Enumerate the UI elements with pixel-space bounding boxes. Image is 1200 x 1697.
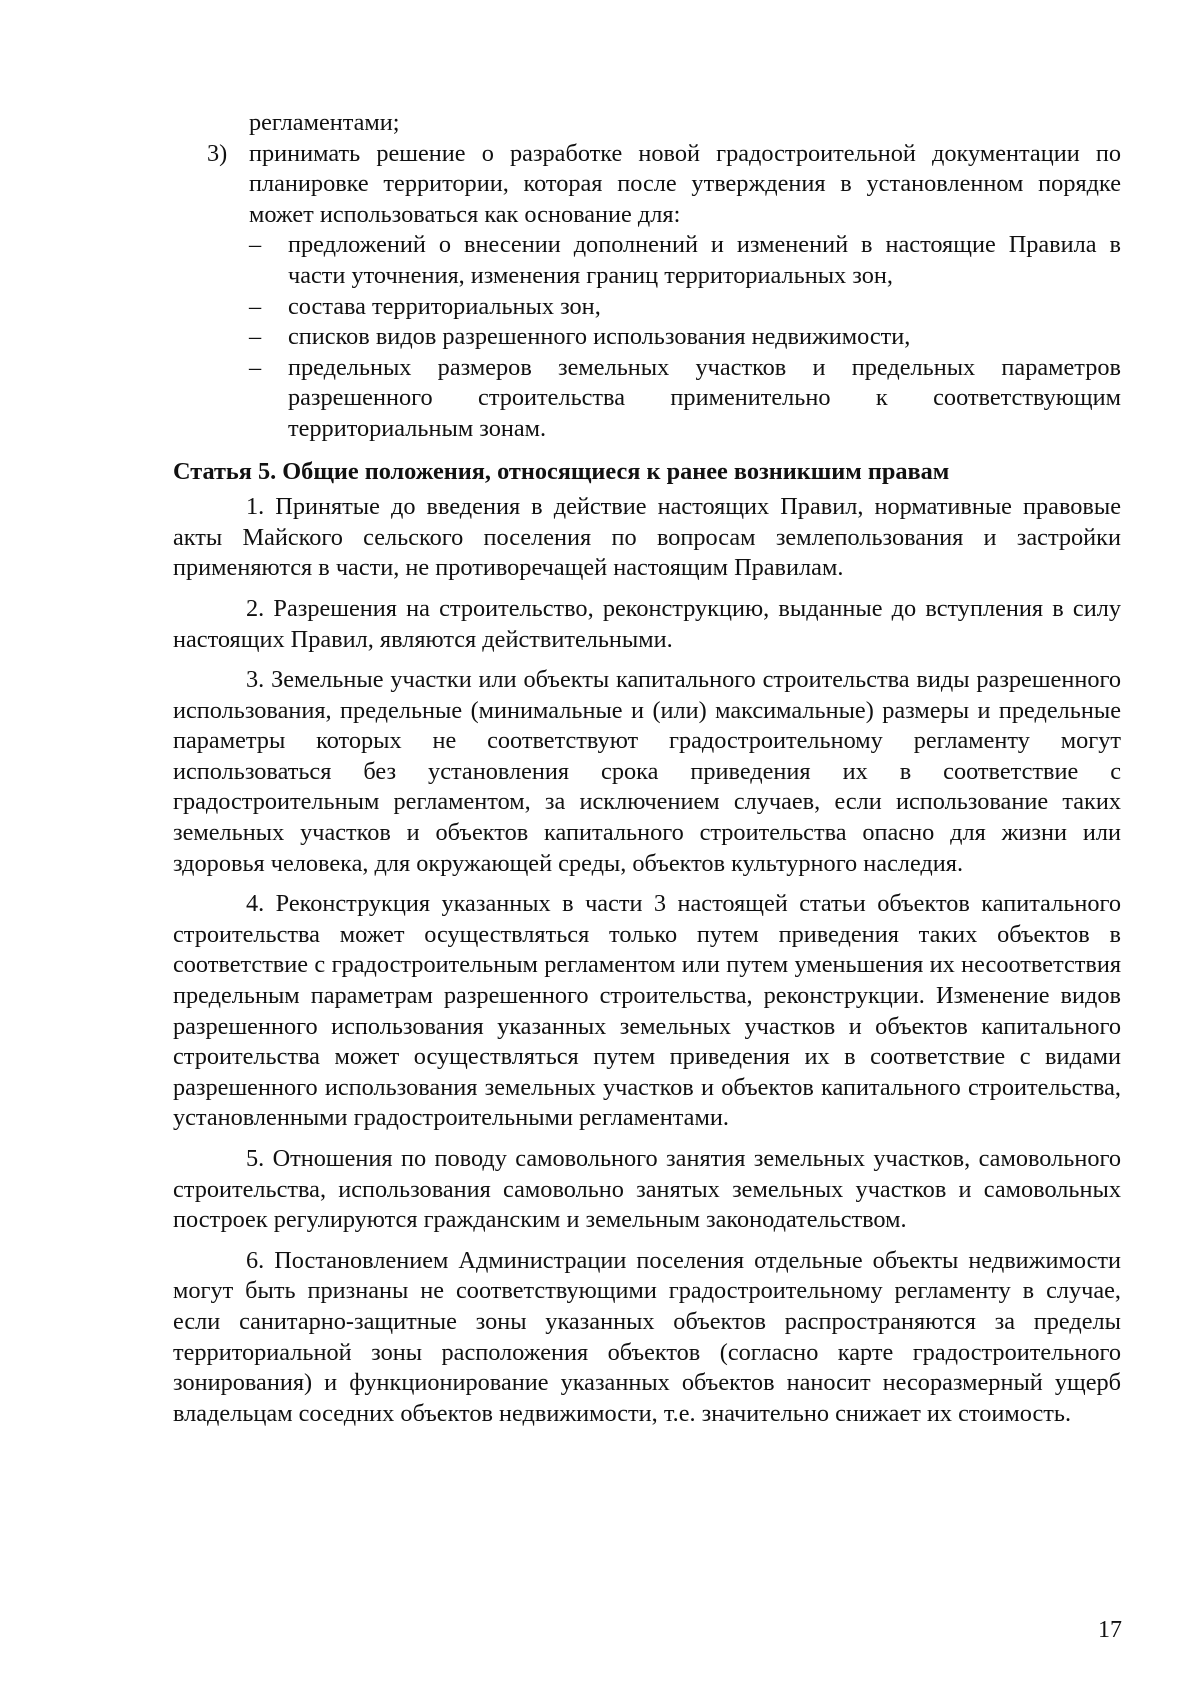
paragraph-5: 5. Отношения по поводу самовольного занятия земельных участков, самовольного строительства, использования самовольно занятых земельных участков и самовольных построек регулируются гражданским и земельным законодательством. [173, 1145, 1121, 1234]
dash-marker: – [249, 353, 262, 381]
paragraph-2: 2. Разрешения на строительство, реконструкцию, выданные до вступления в силу настоящих Правил, являются действительными. [173, 594, 1121, 653]
dash-marker: – [249, 292, 262, 320]
dash-list [173, 230, 1121, 444]
page-number: 17 [1098, 1617, 1122, 1643]
dash-item-text: состава территориальных зон, [288, 292, 601, 320]
paragraph-6: 6. Постановлением Администрации поселения отдельные объекты недвижимости могут быть признаны не соответствующими градостроительному регламенту в случае, если санитарно-защитные зоны указанных объектов распространяются за пределы территориальной зоны расположения объектов (согласно карте градостроительного зонирования) и функционирование указанных объектов наносит несоразмерный ущерб владельцам соседних объектов недвижимости, т.е. значительно снижает их стоимость. [173, 1246, 1121, 1427]
dash-list-item [173, 353, 1121, 445]
list-item-text: принимать решение о разработке новой градостроительной документации по планировке территории, которая после утверждения в установленном порядке может использоваться как основание для: [249, 139, 1121, 228]
list-item-3 [173, 139, 1121, 231]
article-heading: Статья 5. Общие положения, относящиеся к ранее возникшим правам [173, 457, 950, 485]
dash-marker: – [249, 323, 262, 351]
list-item-marker: 3) [207, 139, 228, 167]
dash-list-item [173, 292, 1121, 323]
dash-marker: – [249, 231, 262, 259]
dash-item-text: предельных размеров земельных участков и предельных параметров разрешенного строительства применительно к соответствующим территориальным зонам. [288, 353, 1121, 442]
list-continuation: регламентами; [249, 109, 400, 136]
paragraph-1: 1. Принятые до введения в действие настоящих Правил, нормативные правовые акты Майского сельского поселения по вопросам землепользования и застройки применяются в части, не противоречащей настоящим Правилам. [173, 493, 1121, 582]
dash-list-item [173, 230, 1121, 291]
document-page [173, 108, 1121, 1439]
paragraph-4: 4. Реконструкция указанных в части 3 настоящей статьи объектов капитального строительства может осуществляться только путем приведения таких объектов в соответствие с градостроительным регламентом или путем уменьшения их несоответствия предельным параметрам разрешенного строительства, реконструкции. Изменение видов разрешенного использования указанных земельных участков и объектов капитального строительства может осуществляться путем приведения их в соответствие с видами разрешенного использования земельных участков и объектов капитального строительства, установленными градостроительными регламентами. [173, 890, 1121, 1132]
dash-list-item [173, 322, 1121, 353]
dash-item-text: списков видов разрешенного использования недвижимости, [288, 323, 911, 351]
dash-item-text: предложений о внесении дополнений и изменений в настоящие Правила в части уточнения, изменения границ территориальных зон, [288, 231, 1121, 289]
paragraph-3: 3. Земельные участки или объекты капитального строительства виды разрешенного использования, предельные (минимальные и (или) максимальные) размеры и предельные параметры которых не соответствуют градостроительному регламенту могут использоваться без установления срока приведения их в соответствие с градостроительным регламентом, за исключением случаев, если использование таких земельных участков и объектов капитального строительства опасно для жизни или здоровья человека, для окружающей среды, объектов культурного наследия. [173, 666, 1121, 877]
